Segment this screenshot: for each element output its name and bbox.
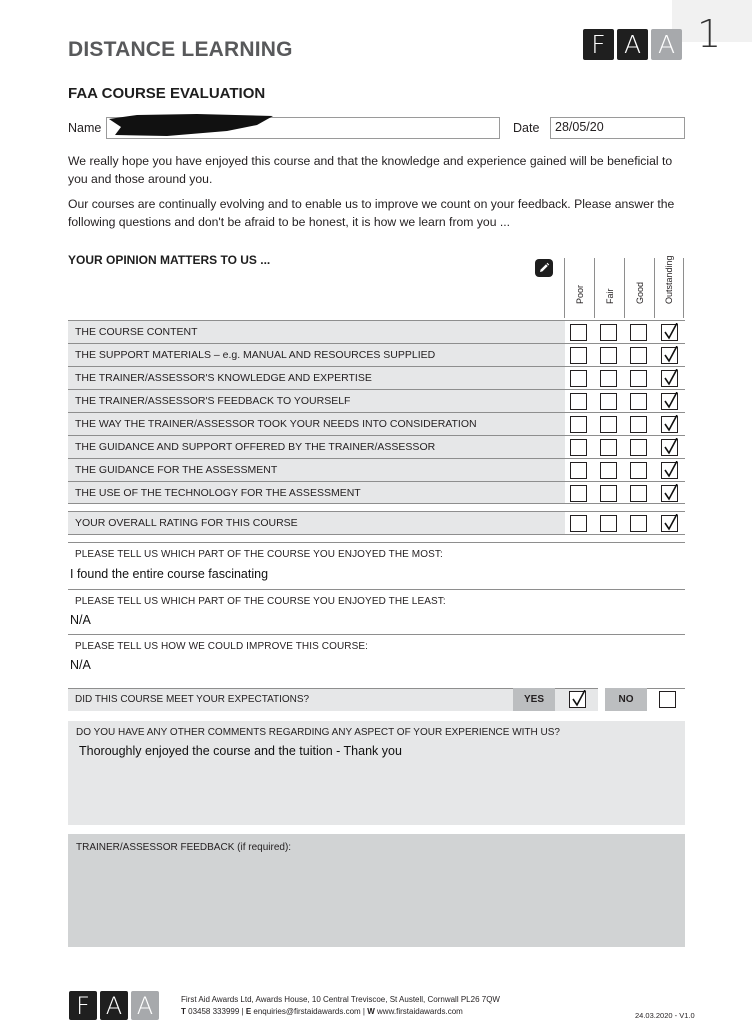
rating-row bbox=[68, 412, 685, 435]
footer-contacts-line: T 03458 333999 | E enquiries@firstaidawards.com | W www.firstaidawards.com bbox=[181, 1007, 463, 1016]
checkbox-fair[interactable] bbox=[600, 515, 617, 532]
rating-row-label: THE SUPPORT MATERIALS – e.g. MANUAL AND RESOURCES SUPPLIED bbox=[68, 344, 565, 366]
checkbox-outstanding[interactable] bbox=[661, 393, 678, 410]
yes-checkbox[interactable] bbox=[569, 691, 586, 708]
checkmark-icon bbox=[663, 346, 679, 364]
checkmark-icon bbox=[663, 514, 679, 532]
checkmark-icon bbox=[663, 438, 679, 456]
checkbox-fair[interactable] bbox=[600, 393, 617, 410]
ratings-heading: YOUR OPINION MATTERS TO US ... bbox=[68, 253, 271, 267]
comments-box[interactable] bbox=[68, 721, 685, 825]
checkmark-icon bbox=[663, 392, 679, 410]
divider bbox=[647, 688, 685, 689]
checkbox-good[interactable] bbox=[630, 324, 647, 341]
divider bbox=[68, 589, 685, 590]
version-label: 24.03.2020 - V1.0 bbox=[635, 1011, 695, 1020]
intro-paragraph: We really hope you have enjoyed this course and that the knowledge and experience gained will be beneficial to you and those around you. bbox=[68, 154, 673, 186]
overall-rating-row bbox=[68, 511, 685, 534]
checkmark-icon bbox=[663, 323, 679, 341]
checkmark-icon bbox=[571, 690, 587, 708]
footer-email[interactable]: enquiries@firstaidawards.com bbox=[253, 1007, 361, 1016]
column-header-fair: Fair bbox=[594, 258, 624, 318]
question-least-answer[interactable]: N/A bbox=[70, 613, 91, 627]
checkbox-outstanding[interactable] bbox=[661, 324, 678, 341]
column-header-outstanding: Outstanding bbox=[654, 258, 684, 318]
checkbox-poor[interactable] bbox=[570, 393, 587, 410]
checkbox-fair[interactable] bbox=[600, 416, 617, 433]
expectations-question: DID THIS COURSE MEET YOUR EXPECTATIONS? bbox=[68, 688, 598, 711]
checkmark-icon bbox=[663, 415, 679, 433]
faa-logo-footer bbox=[69, 991, 159, 1020]
checkbox-poor[interactable] bbox=[570, 439, 587, 456]
footer-website[interactable]: www.firstaidawards.com bbox=[377, 1007, 463, 1016]
rating-row-label: THE GUIDANCE FOR THE ASSESSMENT bbox=[68, 459, 565, 481]
checkbox-fair[interactable] bbox=[600, 324, 617, 341]
rating-row bbox=[68, 458, 685, 481]
page-title: DISTANCE LEARNING bbox=[68, 38, 293, 61]
checkbox-fair[interactable] bbox=[600, 462, 617, 479]
question-most-answer[interactable]: I found the entire course fascinating bbox=[70, 567, 269, 581]
checkbox-fair[interactable] bbox=[600, 347, 617, 364]
column-header-good: Good bbox=[624, 258, 654, 318]
rating-row-label: THE TRAINER/ASSESSOR'S FEEDBACK TO YOURSELF bbox=[68, 390, 565, 412]
footer-contact bbox=[181, 994, 500, 1018]
rating-row bbox=[68, 320, 685, 343]
name-label: Name bbox=[68, 121, 102, 135]
divider bbox=[68, 503, 685, 504]
checkbox-good[interactable] bbox=[630, 515, 647, 532]
rating-row-label: THE WAY THE TRAINER/ASSESSOR TOOK YOUR NEEDS INTO CONSIDERATION bbox=[68, 413, 565, 435]
no-label: NO bbox=[605, 688, 647, 711]
checkbox-poor[interactable] bbox=[570, 462, 587, 479]
rating-row bbox=[68, 343, 685, 366]
trainer-feedback-label: TRAINER/ASSESSOR FEEDBACK (if required): bbox=[76, 842, 292, 853]
checkmark-icon bbox=[663, 369, 679, 387]
date-field[interactable]: 28/05/20 bbox=[550, 117, 685, 139]
faa-logo bbox=[583, 29, 682, 60]
checkmark-icon bbox=[663, 484, 679, 502]
rating-row bbox=[68, 481, 685, 504]
footer-phone: 03458 333999 bbox=[188, 1007, 240, 1016]
checkbox-outstanding[interactable] bbox=[661, 416, 678, 433]
page-number: 1 bbox=[697, 12, 722, 56]
checkbox-outstanding[interactable] bbox=[661, 462, 678, 479]
comments-label: DO YOU HAVE ANY OTHER COMMENTS REGARDING ANY ASPECT OF YOUR EXPERIENCE WITH US? bbox=[76, 727, 560, 738]
divider bbox=[68, 534, 685, 535]
checkbox-good[interactable] bbox=[630, 416, 647, 433]
checkmark-icon bbox=[663, 461, 679, 479]
checkbox-good[interactable] bbox=[630, 485, 647, 502]
checkbox-outstanding[interactable] bbox=[661, 347, 678, 364]
column-header-poor: Poor bbox=[564, 258, 594, 318]
checkbox-outstanding[interactable] bbox=[661, 370, 678, 387]
pencil-icon bbox=[535, 259, 553, 277]
checkbox-good[interactable] bbox=[630, 370, 647, 387]
rating-row-label: YOUR OVERALL RATING FOR THIS COURSE bbox=[68, 512, 565, 534]
date-label: Date bbox=[513, 121, 540, 135]
question-most-label: PLEASE TELL US WHICH PART OF THE COURSE YOU ENJOYED THE MOST: bbox=[75, 549, 443, 560]
checkbox-fair[interactable] bbox=[600, 439, 617, 456]
checkbox-fair[interactable] bbox=[600, 370, 617, 387]
question-improve-answer[interactable]: N/A bbox=[70, 658, 91, 672]
logo-letter: A bbox=[617, 29, 648, 60]
checkbox-poor[interactable] bbox=[570, 416, 587, 433]
intro-paragraph: Our courses are continually evolving and to enable us to improve we count on your feedback. Please answer the following questions and don't be afraid to be honest, it is how we learn from you ... bbox=[68, 197, 675, 229]
checkbox-good[interactable] bbox=[630, 393, 647, 410]
rating-row bbox=[68, 366, 685, 389]
checkbox-good[interactable] bbox=[630, 439, 647, 456]
rating-row-label: THE GUIDANCE AND SUPPORT OFFERED BY THE TRAINER/ASSESSOR bbox=[68, 436, 565, 458]
checkbox-outstanding[interactable] bbox=[661, 439, 678, 456]
rating-row bbox=[68, 389, 685, 412]
logo-letter: A bbox=[100, 991, 128, 1020]
form-title: FAA COURSE EVALUATION bbox=[68, 85, 266, 102]
divider bbox=[68, 634, 685, 635]
yes-label: YES bbox=[513, 688, 555, 711]
divider bbox=[68, 542, 685, 543]
logo-letter: F bbox=[583, 29, 614, 60]
checkbox-good[interactable] bbox=[630, 347, 647, 364]
rating-row bbox=[68, 435, 685, 458]
checkbox-good[interactable] bbox=[630, 462, 647, 479]
rating-row-label: THE TRAINER/ASSESSOR'S KNOWLEDGE AND EXPERTISE bbox=[68, 367, 565, 389]
rating-row-label: THE COURSE CONTENT bbox=[68, 321, 565, 343]
comments-text: Thoroughly enjoyed the course and the tuition - Thank you bbox=[79, 744, 402, 758]
rating-row-label: THE USE OF THE TECHNOLOGY FOR THE ASSESSMENT bbox=[68, 482, 565, 504]
trainer-feedback-box[interactable] bbox=[68, 834, 685, 947]
checkbox-poor[interactable] bbox=[570, 485, 587, 502]
redaction-mark bbox=[107, 113, 275, 137]
checkbox-outstanding[interactable] bbox=[661, 515, 678, 532]
logo-letter: A bbox=[651, 29, 682, 60]
checkbox-outstanding[interactable] bbox=[661, 485, 678, 502]
question-least-label: PLEASE TELL US WHICH PART OF THE COURSE YOU ENJOYED THE LEAST: bbox=[75, 596, 446, 607]
footer-address: First Aid Awards Ltd, Awards House, 10 Central Treviscoe, St Austell, Cornwall PL26 7QW bbox=[181, 995, 500, 1004]
checkbox-fair[interactable] bbox=[600, 485, 617, 502]
logo-letter: F bbox=[69, 991, 97, 1020]
checkbox-poor[interactable] bbox=[570, 515, 587, 532]
checkbox-poor[interactable] bbox=[570, 347, 587, 364]
checkbox-poor[interactable] bbox=[570, 324, 587, 341]
checkbox-poor[interactable] bbox=[570, 370, 587, 387]
logo-letter: A bbox=[131, 991, 159, 1020]
question-improve-label: PLEASE TELL US HOW WE COULD IMPROVE THIS COURSE: bbox=[75, 641, 369, 652]
no-checkbox[interactable] bbox=[659, 691, 676, 708]
